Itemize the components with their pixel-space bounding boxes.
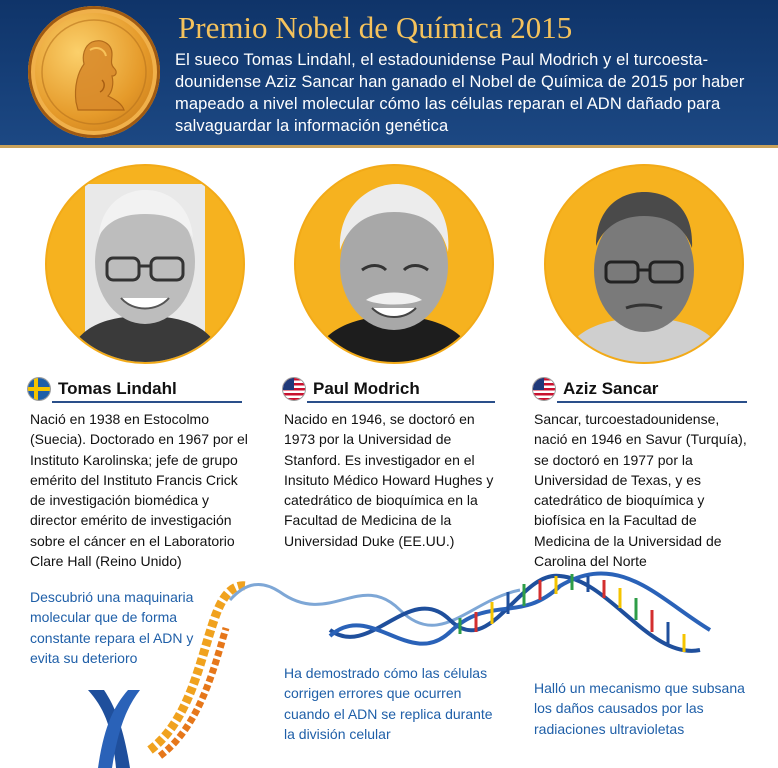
laureate-name-row-lindahl: [28, 378, 243, 402]
name-underline: [52, 401, 242, 403]
header-banner: [0, 0, 778, 148]
name-underline: [557, 401, 747, 403]
laureate-name: Aziz Sancar: [563, 379, 659, 398]
chromosome-icon: [88, 690, 140, 768]
intro-text: El sueco Tomas Lindahl, el estadounidense Paul Modrich y el turcoesta-dounidense Aziz Sancar han ganado el Nobel de Química de 2015 por haber mapeado a nivel molecular cómo las células reparan el ADN dañado para salvaguardar la información genética: [175, 51, 745, 135]
portrait-aziz-sancar: [546, 166, 742, 362]
laureate-bio-modrich: Nacido en 1946, se doctoró en 1973 por la Universidad de Stanford. Es investigador en el Insituto Médico Howard Hughes y catedrático de bioquímica en la Facultad de Medicina de la Universidad Duke (EE.UU.): [284, 411, 494, 549]
name-underline: [307, 401, 495, 403]
sweden-flag-icon: [28, 378, 50, 400]
laureate-name: Tomas Lindahl: [58, 379, 177, 398]
laureate-name: Paul Modrich: [313, 379, 420, 398]
laureate-bio-sancar: Sancar, turcoestadounidense, nació en 1946 en Savur (Turquía), se doctoró en 1977 por la Universidad de Texas, y es catedrático de bioquímica y biofísica en la Facultad de Medicina de la Universidad de Carolina del Norte: [534, 411, 747, 570]
usa-flag-icon: [283, 378, 305, 400]
page-title: Premio Nobel de Química 2015: [178, 10, 573, 45]
finding-modrich: Ha demostrado cómo las células corrigen errores que ocurren cuando el ADN se replica durante la división celular: [284, 665, 493, 742]
finding-lindahl: Descubrió una maquinaria molecular que de forma constante repara el ADN y evita su deterioro: [30, 589, 194, 666]
usa-flag-icon: [533, 378, 555, 400]
laureate-name-row-modrich: [283, 378, 498, 402]
laureate-name-row-sancar: [533, 378, 748, 402]
laureate-bio-lindahl: Nació en 1938 en Estocolmo (Suecia). Doctorado en 1967 por el Instituto Karolinska; jefe de grupo emérito del Instituto Francis Crick de investigación biomédica y director emérito de investigación sobre el cáncer en el Laboratorio Clare Hall (Reino Unido): [30, 411, 248, 570]
portrait-tomas-lindahl: [47, 166, 243, 362]
finding-sancar: Halló un mecanismo que subsana los daños causados por las radiaciones ultravioletas: [534, 680, 745, 737]
portrait-paul-modrich: [296, 166, 492, 362]
nobel-medal-icon: [28, 6, 160, 138]
